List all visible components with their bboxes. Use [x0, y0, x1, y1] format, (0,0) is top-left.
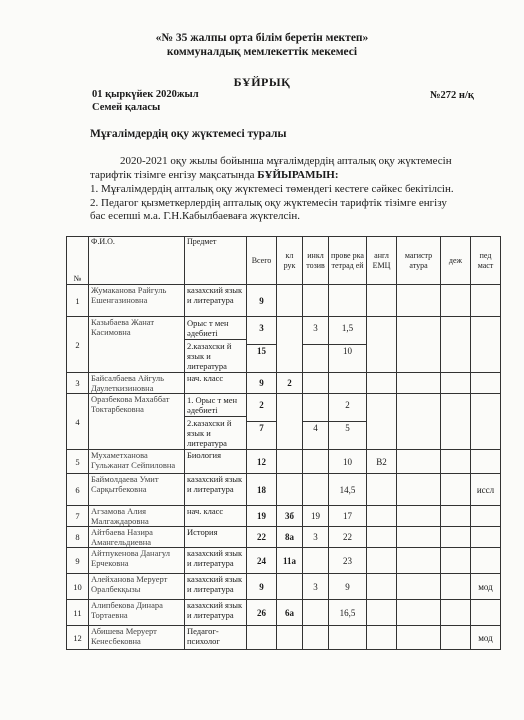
cell-ped: иссл: [471, 474, 501, 506]
cell-engl: [367, 548, 397, 574]
cell-engl: [367, 474, 397, 506]
table-row: [67, 626, 501, 650]
cell-subject: История: [185, 527, 247, 548]
cell-mag: [397, 574, 441, 600]
cell-subject-part: Орыс т мен әдебиеті: [185, 317, 246, 340]
cell-check: 10: [329, 450, 367, 474]
body-paragraph-2-text: тарифтік тізімге енгізу мақсатында: [90, 169, 258, 181]
cell-no: 4: [67, 394, 89, 450]
cell-name: Жумаканова Райгуль Ешенгазиновна: [89, 285, 185, 317]
table-row: [67, 317, 501, 373]
header-engl: англ ЕМЦ: [367, 237, 397, 285]
cell-mag: [397, 285, 441, 317]
header-name: Ф.И.О.: [89, 237, 185, 285]
cell-kl: [277, 474, 303, 506]
cell-total: 19: [247, 506, 277, 527]
cell-ped: [471, 506, 501, 527]
cell-check-part: 1,5: [329, 322, 366, 345]
cell-inkl-part: 3: [303, 322, 328, 345]
cell-subject-part: 2.казахски й язык и литература: [187, 341, 232, 371]
table-row: [67, 373, 501, 394]
cell-engl: [367, 285, 397, 317]
cell-engl: [367, 527, 397, 548]
table-row: [67, 506, 501, 527]
cell-total: 26: [247, 600, 277, 626]
cell-inkl: [303, 317, 329, 373]
cell-kl: 3б: [277, 506, 303, 527]
cell-dezh: [441, 626, 471, 650]
order-title: БҰЙРЫҚ: [233, 75, 291, 89]
body-item-1: 1. Мұғалімдердің апталық оқу жүктемесі төмендегі кестеге сәйкес бекітілсін.: [90, 183, 454, 195]
body-decree-word: БҰЙЫРАМЫН:: [257, 169, 339, 181]
cell-name: Айтпукенова Данагул Ерчековна: [89, 548, 185, 574]
cell-inkl-part: [303, 345, 328, 367]
cell-kl: [277, 450, 303, 474]
table-row: [67, 450, 501, 474]
cell-no: 6: [67, 474, 89, 506]
cell-dezh: [441, 450, 471, 474]
cell-inkl: [303, 474, 329, 506]
cell-mag: [397, 394, 441, 450]
cell-name: Агзамова Алия Малгаждаровна: [89, 506, 185, 527]
cell-engl: [367, 600, 397, 626]
cell-no: 2: [67, 317, 89, 373]
cell-mag: [397, 450, 441, 474]
table-header-row: [67, 237, 501, 285]
school-name-line1: «№ 35 жалпы орта білім беретін мектеп»: [155, 32, 369, 44]
cell-check: 22: [329, 527, 367, 548]
cell-subject: Биология: [185, 450, 247, 474]
cell-dezh: [441, 474, 471, 506]
cell-kl: [277, 394, 303, 450]
table-row: [67, 548, 501, 574]
cell-ped: [471, 317, 501, 373]
cell-mag: [397, 506, 441, 527]
header-mag: магистр атура: [397, 237, 441, 285]
order-date: 01 қыркүйек 2020жыл: [92, 89, 199, 100]
workload-table: [66, 236, 501, 650]
cell-name: Казыбаева Жанат Касимовна: [89, 317, 185, 373]
cell-kl: 6а: [277, 600, 303, 626]
cell-kl: [277, 285, 303, 317]
cell-check: [329, 394, 367, 450]
cell-no: 11: [67, 600, 89, 626]
cell-subject: казахский язык и литература: [185, 285, 247, 317]
cell-kl: 2: [277, 373, 303, 394]
cell-no: 10: [67, 574, 89, 600]
header-subject: Предмет: [185, 237, 247, 285]
cell-total: 12: [247, 450, 277, 474]
cell-subject: казахский язык и литература: [185, 548, 247, 574]
cell-kl: [277, 574, 303, 600]
cell-name: Оразбекова Махаббат Токтарбековна: [89, 394, 185, 450]
cell-subject-part: 1. Орыс т мен әдебиеті: [185, 394, 246, 417]
cell-ped: [471, 285, 501, 317]
cell-name: Алипбекова Динара Тортаевна: [89, 600, 185, 626]
cell-mag: [397, 474, 441, 506]
header-ped: пед маст: [471, 237, 501, 285]
header-no: №: [67, 237, 89, 285]
cell-subject-part: 2.казахски й язык и литература: [187, 418, 232, 448]
cell-name: Байсалбаева Айгуль Даулеткизиновна: [89, 373, 185, 394]
cell-name: Баймолдаева Умит Сарқытбековна: [89, 474, 185, 506]
school-name-line2: коммуналдық мемлекеттік мекемесі: [166, 46, 358, 58]
cell-total: 18: [247, 474, 277, 506]
cell-dezh: [441, 394, 471, 450]
cell-engl: [367, 626, 397, 650]
cell-mag: [397, 527, 441, 548]
cell-check: 17: [329, 506, 367, 527]
cell-no: 5: [67, 450, 89, 474]
order-subject: Мұғалімдердің оқу жүктемесі туралы: [90, 128, 287, 140]
body-item-2-cont: бас есепші м.а. Г.Н.Кабылбаевағa жүктелсін.: [90, 210, 301, 222]
cell-inkl: 19: [303, 506, 329, 527]
cell-dezh: [441, 548, 471, 574]
cell-dezh: [441, 285, 471, 317]
cell-inkl: [303, 600, 329, 626]
cell-check: [329, 285, 367, 317]
cell-subject: [185, 394, 247, 450]
body-paragraph-2: [90, 169, 339, 181]
cell-total-part: 3: [247, 322, 276, 345]
cell-total: [247, 317, 277, 373]
cell-total-part: 2: [247, 399, 276, 422]
cell-ped: мод: [471, 574, 501, 600]
cell-total: 24: [247, 548, 277, 574]
cell-dezh: [441, 317, 471, 373]
cell-check: 23: [329, 548, 367, 574]
cell-ped: [471, 548, 501, 574]
cell-kl: 11а: [277, 548, 303, 574]
cell-inkl: [303, 373, 329, 394]
cell-check: [329, 317, 367, 373]
cell-name: Мухаметханова Гульжанат Сейпиловна: [89, 450, 185, 474]
cell-check-part: 10: [343, 346, 352, 356]
cell-engl: [367, 394, 397, 450]
cell-subject: казахский язык и литература: [185, 574, 247, 600]
cell-inkl-part: 4: [313, 423, 318, 433]
cell-dezh: [441, 600, 471, 626]
cell-total: 9: [247, 373, 277, 394]
cell-inkl: [303, 394, 329, 450]
cell-inkl: [303, 626, 329, 650]
cell-mag: [397, 548, 441, 574]
cell-mag: [397, 626, 441, 650]
cell-subject: [185, 317, 247, 373]
cell-subject: Педагог-психолог: [185, 626, 247, 650]
cell-total: 9: [247, 574, 277, 600]
header-inkl: инкл тозив: [303, 237, 329, 285]
table-row: [67, 285, 501, 317]
cell-name: Алейханова Меруерт Оралбекқызы: [89, 574, 185, 600]
body-item-2: 2. Педагог қызметкерлердің апталық оқу жүктемесін тарифтік тізімге енгізу: [90, 197, 447, 209]
order-number: №272 н/қ: [430, 90, 474, 101]
cell-engl: B2: [367, 450, 397, 474]
cell-inkl: 3: [303, 527, 329, 548]
cell-total: [247, 626, 277, 650]
table-row: [67, 600, 501, 626]
cell-total-part: 7: [259, 423, 264, 433]
cell-kl: [277, 626, 303, 650]
cell-ped: [471, 450, 501, 474]
cell-inkl: [303, 285, 329, 317]
header-kl: кл рук: [277, 237, 303, 285]
cell-name: Абишева Меруерт Кенесбековна: [89, 626, 185, 650]
cell-no: 7: [67, 506, 89, 527]
cell-ped: мод: [471, 626, 501, 650]
table-row: [67, 574, 501, 600]
cell-subject: нач. класс: [185, 506, 247, 527]
cell-total: 22: [247, 527, 277, 548]
cell-subject: нач. класс: [185, 373, 247, 394]
cell-check: 9: [329, 574, 367, 600]
cell-total: 9: [247, 285, 277, 317]
header-check: прове рка тетрад ей: [329, 237, 367, 285]
cell-total-part: 15: [257, 346, 266, 356]
cell-inkl: 3: [303, 574, 329, 600]
cell-inkl-part: [303, 399, 328, 422]
body-paragraph-1: 2020-2021 оқу жылы бойынша мұғалімдердің апталық оқу жүктемесін: [120, 155, 452, 167]
cell-check: 16,5: [329, 600, 367, 626]
cell-engl: [367, 373, 397, 394]
cell-no: 3: [67, 373, 89, 394]
table-row: [67, 474, 501, 506]
table-row: [67, 394, 501, 450]
header-total: Всего: [247, 237, 277, 285]
cell-engl: [367, 506, 397, 527]
cell-subject: казахский язык и литература: [185, 474, 247, 506]
cell-ped: [471, 394, 501, 450]
cell-dezh: [441, 506, 471, 527]
cell-total: [247, 394, 277, 450]
cell-check: [329, 626, 367, 650]
cell-no: 9: [67, 548, 89, 574]
cell-no: 8: [67, 527, 89, 548]
header-dezh: деж: [441, 237, 471, 285]
cell-dezh: [441, 527, 471, 548]
cell-kl: 8а: [277, 527, 303, 548]
cell-mag: [397, 600, 441, 626]
order-city: Семей қаласы: [92, 102, 161, 113]
cell-no: 1: [67, 285, 89, 317]
cell-dezh: [441, 574, 471, 600]
cell-dezh: [441, 373, 471, 394]
cell-ped: [471, 600, 501, 626]
cell-mag: [397, 373, 441, 394]
cell-check: 14,5: [329, 474, 367, 506]
cell-ped: [471, 527, 501, 548]
cell-name: Айтбаева Назира Амангельдиевна: [89, 527, 185, 548]
cell-mag: [397, 317, 441, 373]
cell-check-part: 5: [345, 423, 350, 433]
cell-inkl: [303, 450, 329, 474]
cell-no: 12: [67, 626, 89, 650]
cell-subject: казахский язык и литература: [185, 600, 247, 626]
cell-kl: [277, 317, 303, 373]
table-row: [67, 527, 501, 548]
cell-inkl: [303, 548, 329, 574]
cell-check: [329, 373, 367, 394]
cell-engl: [367, 574, 397, 600]
cell-engl: [367, 317, 397, 373]
cell-check-part: 2: [329, 399, 366, 422]
cell-ped: [471, 373, 501, 394]
